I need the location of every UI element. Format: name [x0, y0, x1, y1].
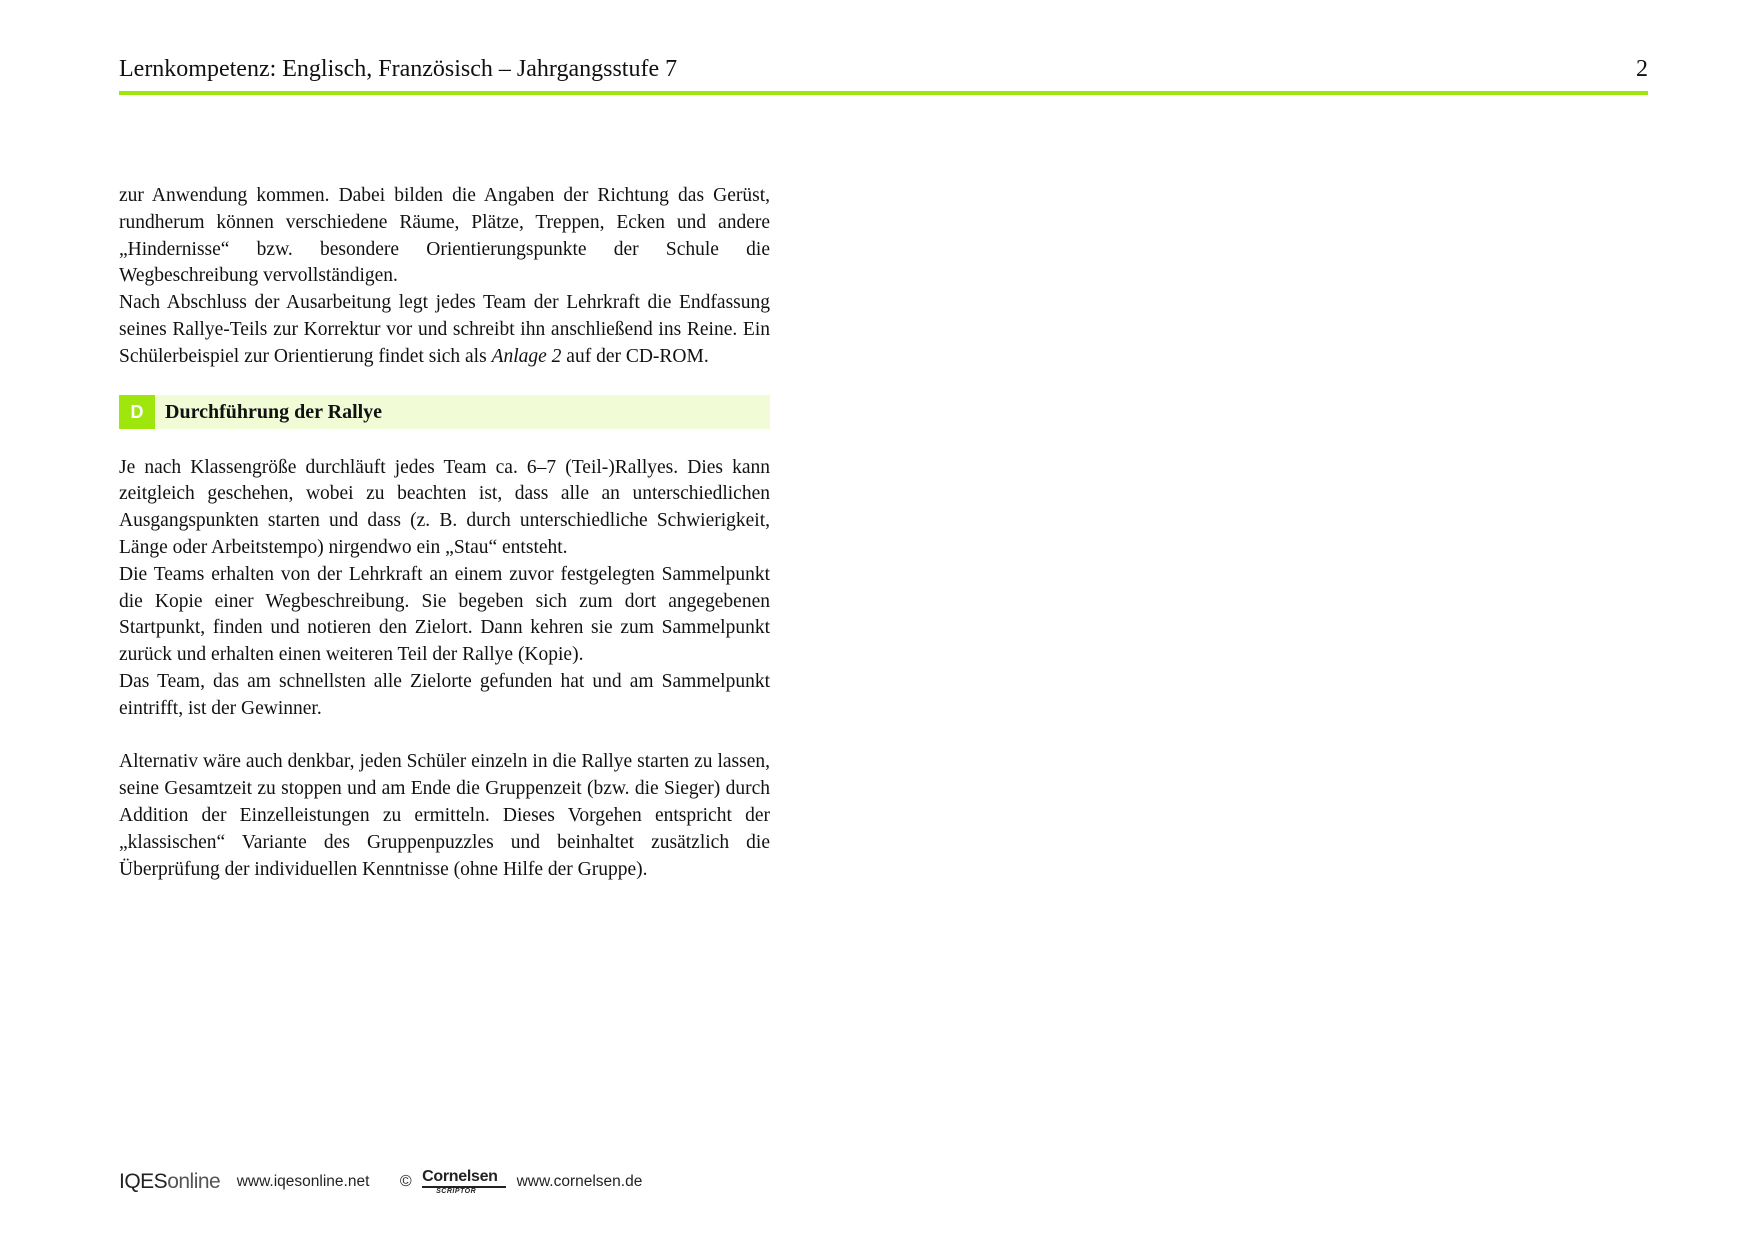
cornelsen-scriptor-logo [422, 1168, 506, 1196]
iqes-online-logo [119, 1170, 220, 1194]
header-title: Lernkompetenz: Englisch, Französisch – Jahrgangsstufe 7 [119, 56, 678, 82]
body-paragraph: Je nach Klassengröße durchläuft jedes Team ca. 6–7 (Teil-)Rallyes. Dies kann zeitgleich geschehen, wobei zu beachten ist, dass alle an unterschiedlichen Ausgangspunkten starten und dass (z. B. durch unterschiedliche Schwierigkeit, Länge oder Arbeitstempo) nirgendwo ein „Stau“ entsteht. [119, 456, 770, 558]
logo-iqes-light: online [167, 1170, 221, 1193]
body-paragraph: zur Anwendung kommen. Dabei bilden die Angaben der Richtung das Gerüst, rundherum können verschiedene Räume, Plätze, Treppen, Ecken und andere „Hindernisse“ bzw. besondere Orientierungspunkte der Schule die Wegbeschreibung vervollständigen. [119, 185, 770, 287]
body-text: auf der CD-ROM. [561, 345, 709, 367]
section-heading [119, 395, 770, 429]
page-number: 2 [1636, 56, 1648, 82]
section-title: Durchführung der Rallye [165, 400, 383, 423]
body-paragraph: Das Team, das am schnellsten alle Zielorte gefunden hat und am Sammelpunkt eintrifft, ist der Gewinner. [119, 670, 770, 719]
page-footer [119, 1168, 819, 1198]
anlage-reference: Anlage 2 [491, 345, 562, 367]
page-header [119, 54, 1648, 88]
cornelsen-url-link[interactable]: www.cornelsen.de [516, 1173, 643, 1190]
body-paragraph [119, 290, 770, 370]
copyright-symbol: © [399, 1173, 412, 1190]
logo-cornelsen-word: Cornelsen [422, 1168, 498, 1185]
logo-cornelsen-sub: SCRIPTOR [436, 1188, 477, 1195]
logo-iqes-strong: IQES [119, 1170, 168, 1193]
body-text: Nach Abschluss der Ausarbeitung legt jedes Team der Lehrkraft die Endfassung seines Rallye-Teils zur Korrektur vor und schreibt ihn anschließend ins Reine. Ein Schülerbeispiel zur Orientierung findet sich als [119, 292, 770, 367]
section-letter-badge: D [119, 395, 155, 429]
header-divider [119, 91, 1648, 95]
body-paragraph: Die Teams erhalten von der Lehrkraft an einem zuvor festgelegten Sammelpunkt die Kopie einer Wegbeschreibung. Sie begeben sich zum dort angegebenen Startpunkt, finden und notieren den Zielort. Dann kehren sie zum Sammelpunkt zurück und erhalten einen weiteren Teil der Rallye (Kopie). [119, 563, 770, 666]
body-paragraph: Alternativ wäre auch denkbar, jeden Schüler einzeln in die Rallye starten zu lassen, seine Gesamtzeit zu stoppen und am Ende die Gruppenzeit (bzw. die Sieger) durch Addition der Einzelleistungen zu ermitteln. Dieses Vorgehen entspricht der „klassischen“ Variante des Gruppenpuzzles und beinhaltet zusätzlich die Überprüfung der individuellen Kenntnisse (ohne Hilfe der Gruppe). [119, 751, 770, 880]
paragraph-gap [119, 723, 770, 750]
iqes-url-link[interactable]: www.iqesonline.net [236, 1173, 370, 1190]
main-content [119, 183, 770, 883]
